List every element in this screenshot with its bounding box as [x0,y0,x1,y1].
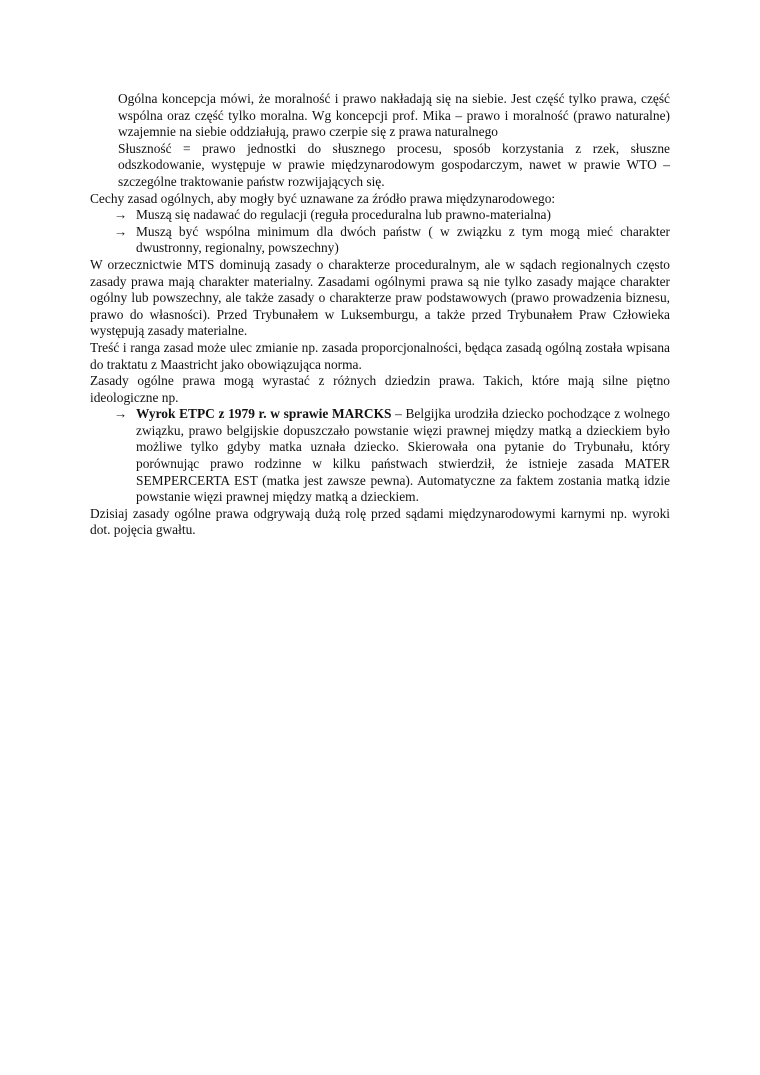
paragraph-equity: Słuszność = prawo jednostki do słusznego procesu, sposób korzystania z rzek, słuszne odszkodowanie, występuje w prawie międzynarodowym gospodarczym, nawet w prawie WTO – szczególne traktowanie państw rozwijających się. [118,140,670,189]
document-page [90,91,670,539]
arrow-icon: → [114,223,128,239]
bullet-text: Muszą się nadawać do regulacji (reguła proceduralna lub prawno-materialna) [136,207,551,223]
arrow-icon: → [114,406,128,422]
arrow-icon: → [114,207,128,223]
paragraph-icj-jurisprudence: W orzecznictwie MTS dominują zasady o charakterze proceduralnym, ale w sądach regionalnych często zasady prawa mają charakter materialny. Zasadami ogólnymi prawa są nie tylko zasady mające charakter ogólny lub powszechny, ale także zasady o charakterze praw podstawowych (prawo prowadzenia biznesu, prawo do własności). Przed Trybunałem w Luksemburgu, a także przed Trybunałem Praw Człowieka występują zasady materialne. [90,256,670,339]
paragraph-proportionality: Treść i ranga zasad może ulec zmianie np. zasada proporcjonalności, będąca zasadą ogólną została wpisana do traktatu z Maastricht jako obowiązująca norma. [90,339,670,372]
bullet-item-common-minimum [90,224,670,257]
paragraph-ideological-origin: Zasady ogólne prawa mogą wyrastać z różnych dziedzin prawa. Takich, które mają silne piętno ideologiczne np. [90,373,670,405]
case-description: – Belgijka urodziła dziecko pochodzące z wolnego związku, prawo belgijskie dopuszczało powstanie więzi prawnej między matką a dzieckiem było możliwe tylko gdyby matka uznała dziecko. Skierowała ona pytanie do Trybunału, który porównując prawo rodzinne w kilku państwach stwierdził, że istnieje zasada MATER SEMPERCERTA EST (matka jest zawsze pewna). Automatyczne za faktem zostania matką idzie powstanie więzi prawnej między matką a dzieckiem. [136,406,670,505]
bullet-text: Muszą być wspólna minimum dla dwóch państw ( w związku z tym mogą mieć charakter dwustronny, regionalny, powszechny) [136,223,670,256]
bullet-item-regulation [90,207,670,224]
paragraph-morality-law: Ogólna koncepcja mówi, że moralność i prawo nakładają się na siebie. Jest część tylko prawa, część wspólna oraz część tylko moralna. Wg koncepcji prof. Mika – prawo i moralność (prawo naturalne) wzajemnie na siebie oddziałują, prawo czerpie się z prawa naturalnego [118,91,670,140]
paragraph-general-principles-features: Cechy zasad ogólnych, aby mogły być uznawane za źródło prawa międzynarodowego: [90,190,556,206]
bullet-item-marcks-case [90,406,670,506]
paragraph-criminal-courts: Dzisiaj zasady ogólne prawa odgrywają dużą rolę przed sądami międzynarodowymi karnymi np. wyroki dot. pojęcia gwałtu. [90,505,670,538]
case-title: Wyrok ETPC z 1979 r. w sprawie MARCKS [136,406,392,422]
